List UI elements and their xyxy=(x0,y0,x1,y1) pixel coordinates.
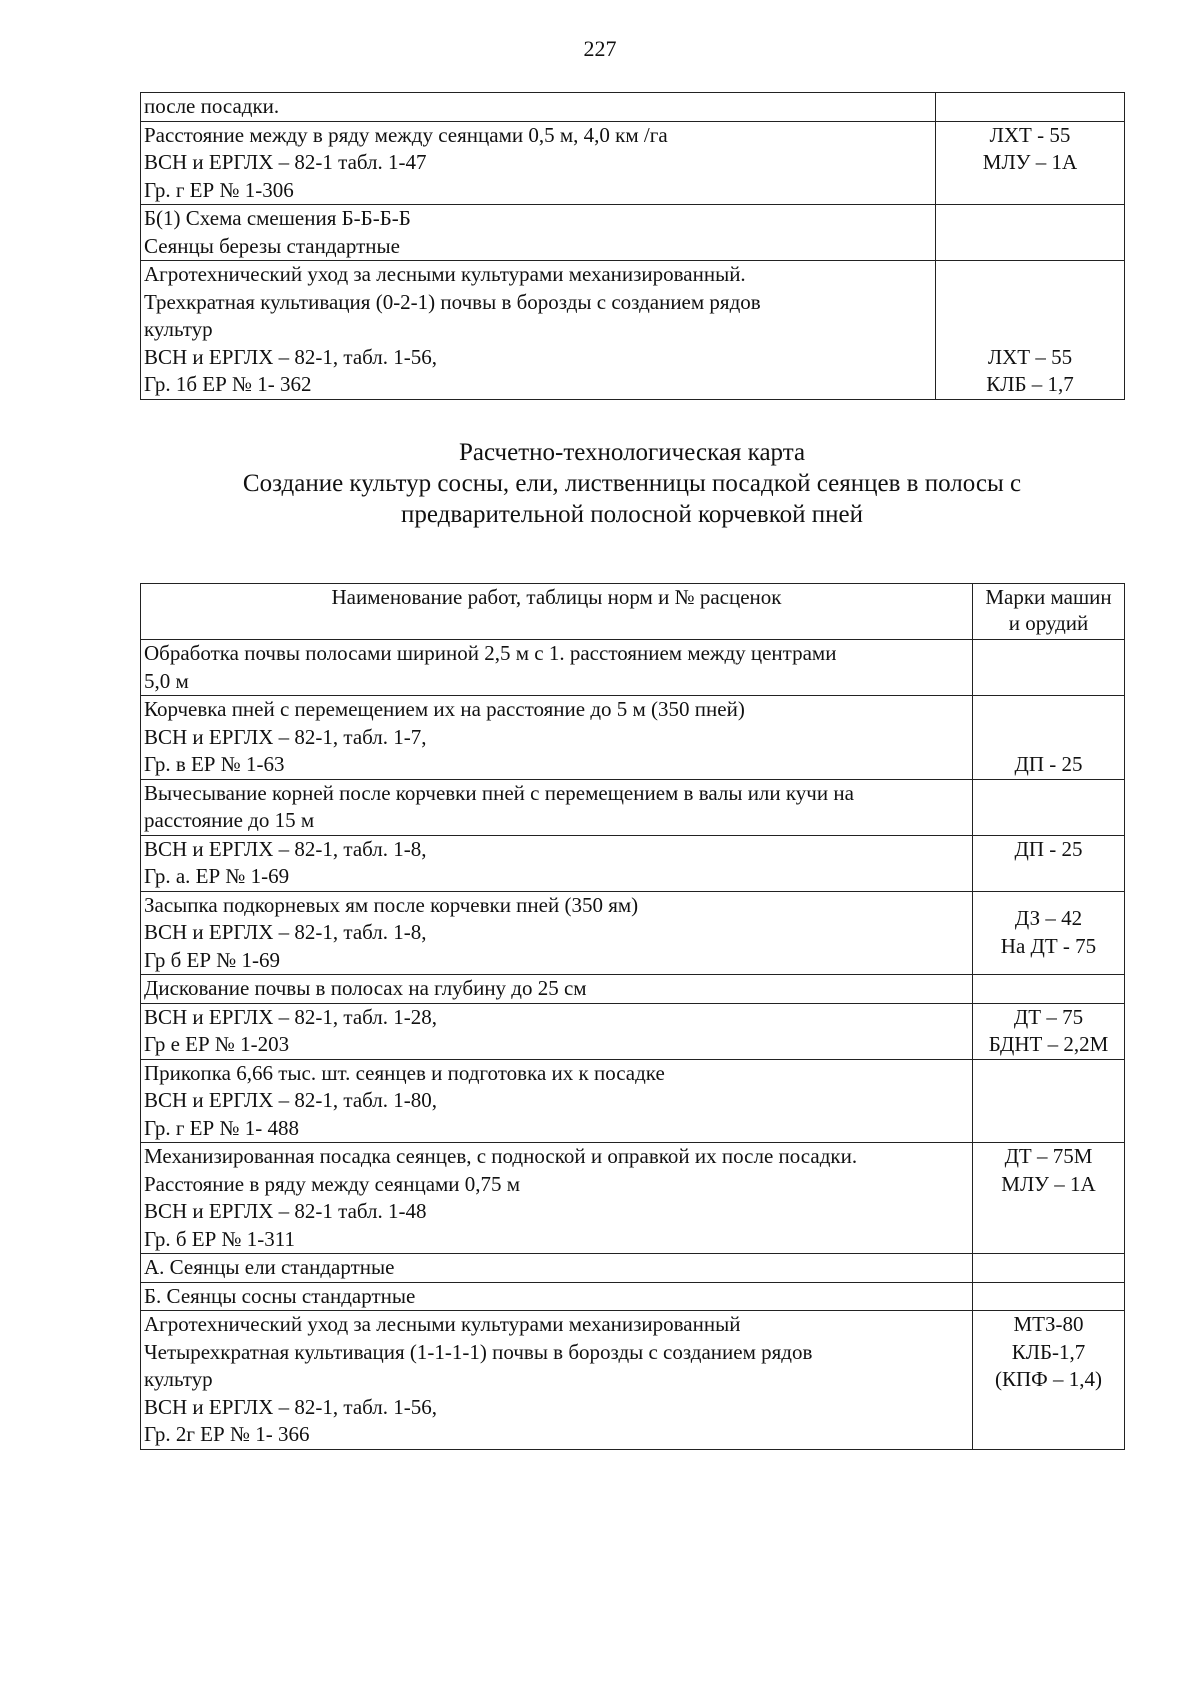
machine-name: КЛБ – 1,7 xyxy=(986,372,1074,396)
machine-name: МТЗ-80 xyxy=(1013,1312,1084,1336)
machine-name: БДНТ – 2,2М xyxy=(988,1032,1109,1056)
work-description-line: Корчевка пней с перемещением их на расстояние до 5 м (350 пней) xyxy=(144,697,745,721)
machine-name: ЛХТ - 55 xyxy=(989,122,1071,147)
heading-subtitle-line-1: Создание культур сосны, ели, лиственницы посадкой сеянцев в полосы с xyxy=(242,470,1022,497)
page-number: 227 xyxy=(583,36,617,61)
work-description-cell xyxy=(141,891,973,975)
work-description-cell xyxy=(141,93,936,122)
work-description-line: Гр. 1б ЕР № 1- 362 xyxy=(144,372,312,396)
work-description-line: Гр б ЕР № 1-69 xyxy=(144,947,281,972)
work-description-line: Расстояние в ряду между сеянцами 0,75 м xyxy=(144,1171,521,1196)
work-description-line: Обработка почвы полосами шириной 2,5 м с 1. расстоянием между центрами xyxy=(144,641,837,665)
work-description-cell xyxy=(141,121,936,205)
work-description-line: Гр. г ЕР № 1-306 xyxy=(144,177,294,202)
technology-map-table xyxy=(140,583,1125,1450)
table-row xyxy=(141,1282,1125,1311)
work-description-cell xyxy=(141,1311,973,1450)
table-row xyxy=(141,261,1125,400)
work-description-cell xyxy=(141,1059,973,1143)
machine-name: ДТ – 75 xyxy=(1013,1004,1084,1029)
work-description-line: Гр. б ЕР № 1-311 xyxy=(144,1226,296,1251)
machine-name: ДЗ – 42 xyxy=(1014,906,1083,931)
column-header-works: Наименование работ, таблицы норм и № расценок xyxy=(141,584,973,640)
machine-name: МЛУ – 1А xyxy=(1001,1171,1096,1196)
table-row xyxy=(141,640,1125,696)
table-row xyxy=(141,121,1125,205)
table-header-row xyxy=(141,584,1125,640)
work-description-line: Агротехнический уход за лесными культурами механизированный. xyxy=(144,262,746,286)
work-description-cell xyxy=(141,205,936,261)
work-description-line: культур xyxy=(144,1367,213,1391)
machines-cell xyxy=(973,1059,1125,1143)
table-row xyxy=(141,1003,1125,1059)
machines-cell xyxy=(936,93,1125,122)
work-description-line: Агротехнический уход за лесными культурами механизированный xyxy=(144,1312,741,1336)
work-description-line: Расстояние между в ряду между сеянцами 0,5 м, 4,0 км /га xyxy=(144,122,668,147)
work-description-line: Механизированная посадка сеянцев, с подноской и оправкой их после посадки. xyxy=(144,1144,858,1168)
table-row xyxy=(141,1059,1125,1143)
technology-map-table-body xyxy=(141,640,1125,1450)
work-description-line: ВСН и ЕРГЛХ – 82-1, табл. 1-80, xyxy=(144,1088,438,1112)
work-description-line: Засыпка подкорневых ям после корчевки пней (350 ям) xyxy=(144,892,639,917)
work-description-line: Сеянцы березы стандартные xyxy=(144,233,400,258)
column-header-machines-line-1: Марки машин xyxy=(985,585,1112,609)
work-description-cell xyxy=(141,1143,973,1254)
work-description-line: ВСН и ЕРГЛХ – 82-1, табл. 1-8, xyxy=(144,920,427,944)
machines-cell xyxy=(973,1003,1125,1059)
table-row xyxy=(141,696,1125,780)
machines-cell xyxy=(973,696,1125,780)
table-row xyxy=(141,1143,1125,1254)
work-description-line: культур xyxy=(144,317,213,341)
work-description-line: ВСН и ЕРГЛХ – 82-1 табл. 1-48 xyxy=(144,1199,427,1223)
work-description-cell xyxy=(141,779,973,835)
work-description-line: ВСН и ЕРГЛХ – 82-1, табл. 1-56, xyxy=(144,1394,438,1419)
machine-name: ДТ – 75М xyxy=(1004,1144,1093,1168)
table-row xyxy=(141,891,1125,975)
work-description-line: расстояние до 15 м xyxy=(144,808,315,832)
machine-name: ДП - 25 xyxy=(1014,836,1083,861)
work-description-line: Гр. 2г ЕР № 1- 366 xyxy=(144,1422,310,1446)
machines-cell xyxy=(973,835,1125,891)
table-row xyxy=(141,975,1125,1004)
work-description-line: Б. Сеянцы сосны стандартные xyxy=(144,1283,416,1308)
machines-cell xyxy=(936,121,1125,205)
work-description-cell xyxy=(141,261,936,400)
work-description-line: Б(1) Схема смешения Б-Б-Б-Б xyxy=(144,206,411,230)
machine-name: На ДТ - 75 xyxy=(1000,933,1097,958)
machine-name: ЛХТ – 55 xyxy=(987,344,1073,369)
heading-subtitle-line-2: предварительной полосной корчевкой пней xyxy=(401,501,863,528)
work-description-line: ВСН и ЕРГЛХ – 82-1, табл. 1-56, xyxy=(144,344,438,369)
table-row xyxy=(141,205,1125,261)
heading-title: Расчетно-технологическая карта xyxy=(458,439,806,466)
table-row xyxy=(141,779,1125,835)
work-description-line: ВСН и ЕРГЛХ – 82-1, табл. 1-28, xyxy=(144,1004,438,1029)
work-description-cell xyxy=(141,1282,973,1311)
work-description-line: 5,0 м xyxy=(144,668,189,693)
machines-cell xyxy=(973,640,1125,696)
work-description-line: Вычесывание корней после корчевки пней с перемещением в валы или кучи на xyxy=(144,780,854,805)
column-header-machines xyxy=(973,584,1125,640)
column-header-machines-line-2: и орудий xyxy=(1008,611,1089,635)
machines-cell xyxy=(936,205,1125,261)
work-description-line: Гр е ЕР № 1-203 xyxy=(144,1032,290,1056)
section-heading xyxy=(140,437,1124,530)
work-description-line: Гр. а. ЕР № 1-69 xyxy=(144,864,290,888)
work-description-cell xyxy=(141,835,973,891)
work-description-cell xyxy=(141,1254,973,1283)
work-description-line: А. Сеянцы ели стандартные xyxy=(144,1255,395,1279)
machine-name: КЛБ-1,7 xyxy=(1011,1339,1086,1364)
work-description-line: Прикопка 6,66 тыс. шт. сеянцев и подготовка их к посадке xyxy=(144,1060,665,1085)
work-description-line: Четырехкратная культивация (1-1-1-1) почвы в борозды с созданием рядов xyxy=(144,1339,813,1364)
work-description-line: ВСН и ЕРГЛХ – 82-1 табл. 1-47 xyxy=(144,150,427,174)
machine-name: МЛУ – 1А xyxy=(982,150,1078,174)
continuation-table xyxy=(140,92,1125,400)
machines-cell xyxy=(973,1311,1125,1450)
machines-cell xyxy=(973,891,1125,975)
work-description-cell xyxy=(141,696,973,780)
work-description-line: ВСН и ЕРГЛХ – 82-1, табл. 1-8, xyxy=(144,836,427,861)
table-row xyxy=(141,1311,1125,1450)
machines-cell xyxy=(973,1254,1125,1283)
table-row xyxy=(141,93,1125,122)
machine-name: ДП - 25 xyxy=(1014,752,1083,776)
table-row xyxy=(141,1254,1125,1283)
work-description-cell xyxy=(141,640,973,696)
work-description-cell xyxy=(141,1003,973,1059)
machine-name: (КПФ – 1,4) xyxy=(995,1367,1102,1391)
continuation-table-body xyxy=(141,93,1125,400)
work-description-cell xyxy=(141,975,973,1004)
machines-cell xyxy=(973,1282,1125,1311)
work-description-line: ВСН и ЕРГЛХ – 82-1, табл. 1-7, xyxy=(144,724,427,749)
work-description-line: Гр. г ЕР № 1- 488 xyxy=(144,1115,299,1140)
machines-cell xyxy=(973,975,1125,1004)
machines-cell xyxy=(936,261,1125,400)
table-row xyxy=(141,835,1125,891)
machines-cell xyxy=(973,1143,1125,1254)
work-description-line: Гр. в ЕР № 1-63 xyxy=(144,752,285,776)
machines-cell xyxy=(973,779,1125,835)
work-description-line: Дискование почвы в полосах на глубину до 25 см xyxy=(144,976,587,1000)
work-description-line: Трехкратная культивация (0-2-1) почвы в борозды с созданием рядов xyxy=(144,289,761,314)
work-description-line: после посадки. xyxy=(144,94,280,118)
